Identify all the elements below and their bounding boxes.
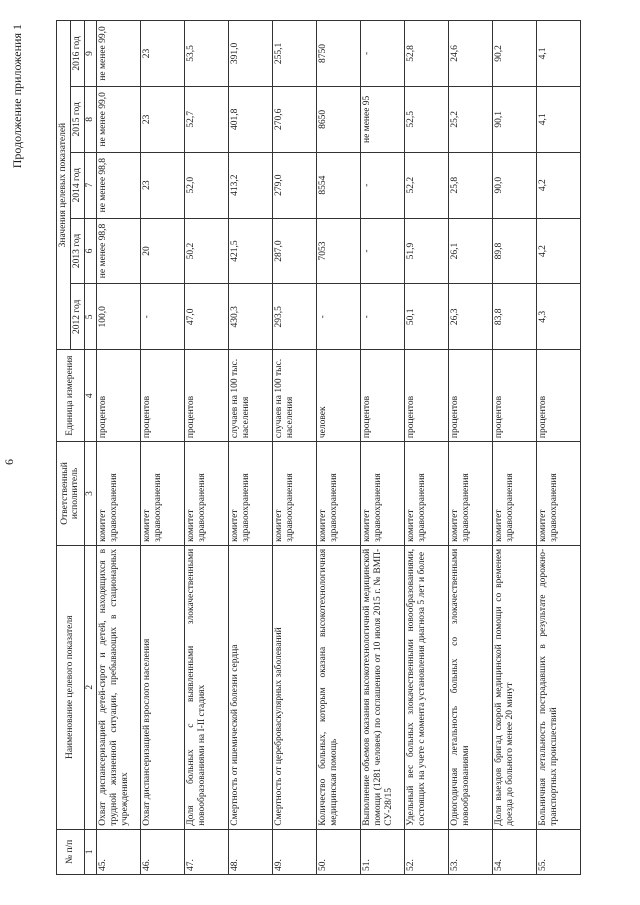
year-value: 25,8 (448, 152, 492, 218)
year-value: 90,1 (492, 86, 536, 152)
table-body (96, 21, 580, 875)
header-year: 2013 год (70, 218, 84, 284)
unit-of-measure: процентов (96, 350, 140, 442)
year-value: - (360, 21, 404, 87)
header-name: Наименование целевого показателя (57, 545, 85, 829)
row-number: 46. (140, 829, 184, 874)
year-value: 4,1 (536, 21, 580, 87)
column-number: 9 (84, 21, 96, 87)
table-row (448, 21, 492, 875)
year-value: 90,2 (492, 21, 536, 87)
unit-of-measure: процентов (184, 350, 228, 442)
year-value: 52,2 (404, 152, 448, 218)
year-value: 270,6 (272, 86, 316, 152)
year-value: 24,6 (448, 21, 492, 87)
unit-of-measure: процентов (404, 350, 448, 442)
column-number: 1 (84, 829, 96, 874)
year-value: 90,0 (492, 152, 536, 218)
row-number: 54. (492, 829, 536, 874)
year-value: 7053 (316, 218, 360, 284)
year-value: - (360, 152, 404, 218)
year-value: 4,2 (536, 152, 580, 218)
indicator-name: Смертность от цереброваскулярных заболеваний (272, 545, 316, 829)
indicator-name: Доля больных с выявленными злокачественными новообразованиями на I-II стадиях (184, 545, 228, 829)
year-value: 279,0 (272, 152, 316, 218)
table-row (536, 21, 580, 875)
header-year: 2016 год (70, 21, 84, 87)
indicator-name: Одногодичная летальность больных со злокачественными новообразованиями (448, 545, 492, 829)
year-value: - (316, 284, 360, 350)
year-value: 23 (140, 152, 184, 218)
responsible-executor: комитет здравоохранения (536, 442, 580, 546)
year-value: 4,3 (536, 284, 580, 350)
unit-of-measure: процентов (492, 350, 536, 442)
indicator-name: Охват диспансеризацией детей-сирот и детей, находящихся в трудной жизненной ситуации, пребывающих в стационарных учреждениях (96, 545, 140, 829)
table-row (404, 21, 448, 875)
year-value: 4,1 (536, 86, 580, 152)
year-value: 413,2 (228, 152, 272, 218)
column-number: 5 (84, 284, 96, 350)
year-value: 255,1 (272, 21, 316, 87)
column-number: 4 (84, 350, 96, 442)
year-value: - (360, 284, 404, 350)
table-row (492, 21, 536, 875)
year-value: 25,2 (448, 86, 492, 152)
column-number: 8 (84, 86, 96, 152)
year-value: 23 (140, 21, 184, 87)
year-value: 100,0 (96, 284, 140, 350)
column-number: 6 (84, 218, 96, 284)
year-value: 287,0 (272, 218, 316, 284)
unit-of-measure: случаев на 100 тыс. населения (228, 350, 272, 442)
row-number: 53. (448, 829, 492, 874)
indicator-name: Выполнение объемов оказания высокотехнологичной медицинской помощи (1281 человек) по соглашению от 10 июля 2015 г. № ВМП-СУ-28/15 (360, 545, 404, 829)
responsible-executor: комитет здравоохранения (360, 442, 404, 546)
year-value: 26,3 (448, 284, 492, 350)
page-number: 6 (2, 459, 16, 465)
table-row (96, 21, 140, 875)
responsible-executor: комитет здравоохранения (272, 442, 316, 546)
header-unit: Единица измерения (57, 350, 85, 442)
header-values-group: Значения целевых показателей (57, 21, 71, 350)
row-number: 51. (360, 829, 404, 874)
column-number: 7 (84, 152, 96, 218)
year-value: 47,0 (184, 284, 228, 350)
table-row (184, 21, 228, 875)
year-value: - (140, 284, 184, 350)
year-value: 89,8 (492, 218, 536, 284)
table-row (360, 21, 404, 875)
row-number: 47. (184, 829, 228, 874)
responsible-executor: комитет здравоохранения (492, 442, 536, 546)
header-year: 2015 год (70, 86, 84, 152)
year-value: 8750 (316, 21, 360, 87)
header-responsible: Ответственный исполнитель (57, 442, 85, 546)
year-value: 26,1 (448, 218, 492, 284)
header-no: № п/п (57, 829, 85, 874)
responsible-executor: комитет здравоохранения (140, 442, 184, 546)
indicator-name: Удельный вес больных злокачественными новообразованиями, состоящих на учете с момента установления диагноза 5 лет и более (404, 545, 448, 829)
year-value: 50,2 (184, 218, 228, 284)
unit-of-measure: процентов (448, 350, 492, 442)
year-value: 52,7 (184, 86, 228, 152)
unit-of-measure: процентов (536, 350, 580, 442)
year-value: 51,9 (404, 218, 448, 284)
year-value: 20 (140, 218, 184, 284)
responsible-executor: комитет здравоохранения (228, 442, 272, 546)
column-number: 3 (84, 442, 96, 546)
year-value: 23 (140, 86, 184, 152)
year-value: 50,1 (404, 284, 448, 350)
unit-of-measure: человек (316, 350, 360, 442)
continued-label: Продолжение приложения 1 (10, 24, 24, 169)
row-number: 49. (272, 829, 316, 874)
year-value: 421,5 (228, 218, 272, 284)
indicators-table (56, 20, 581, 875)
responsible-executor: комитет здравоохранения (448, 442, 492, 546)
year-value: 83,8 (492, 284, 536, 350)
year-value: 401,8 (228, 86, 272, 152)
indicator-name: Количество больных, которым оказана высокотехнологичная медицинская помощь (316, 545, 360, 829)
row-number: 52. (404, 829, 448, 874)
indicator-name: Охват диспансеризацией взрослого населения (140, 545, 184, 829)
table-row (316, 21, 360, 875)
year-value: 391,0 (228, 21, 272, 87)
year-value: 53,5 (184, 21, 228, 87)
column-number: 2 (84, 545, 96, 829)
table-row (272, 21, 316, 875)
indicator-name: Доля выездов бригад скорой медицинской помощи со временем доезда до больного менее 20 минут (492, 545, 536, 829)
header-year: 2014 год (70, 152, 84, 218)
row-number: 50. (316, 829, 360, 874)
row-number: 48. (228, 829, 272, 874)
row-number: 55. (536, 829, 580, 874)
table-row (228, 21, 272, 875)
unit-of-measure: процентов (140, 350, 184, 442)
year-value: 8650 (316, 86, 360, 152)
year-value: не менее 98,8 (96, 218, 140, 284)
year-value: не менее 99,0 (96, 86, 140, 152)
year-value: не менее 98,8 (96, 152, 140, 218)
header-year: 2012 год (70, 284, 84, 350)
year-value: не менее 99,0 (96, 21, 140, 87)
year-value: 52,0 (184, 152, 228, 218)
year-value: 52,5 (404, 86, 448, 152)
year-value: 430,3 (228, 284, 272, 350)
year-value: 8554 (316, 152, 360, 218)
year-value: 52,8 (404, 21, 448, 87)
year-value: 293,5 (272, 284, 316, 350)
responsible-executor: комитет здравоохранения (404, 442, 448, 546)
responsible-executor: комитет здравоохранения (184, 442, 228, 546)
year-value: - (360, 218, 404, 284)
row-number: 45. (96, 829, 140, 874)
indicator-name: Больничная летальность пострадавших в результате дорожно-транспортных происшествий (536, 545, 580, 829)
year-value: не менее 95 (360, 86, 404, 152)
responsible-executor: комитет здравоохранения (96, 442, 140, 546)
table-row (140, 21, 184, 875)
indicator-name: Смертность от ишемической болезни сердца (228, 545, 272, 829)
unit-of-measure: случаев на 100 тыс. населения (272, 350, 316, 442)
year-value: 4,2 (536, 218, 580, 284)
unit-of-measure: процентов (360, 350, 404, 442)
responsible-executor: комитет здравоохранения (316, 442, 360, 546)
